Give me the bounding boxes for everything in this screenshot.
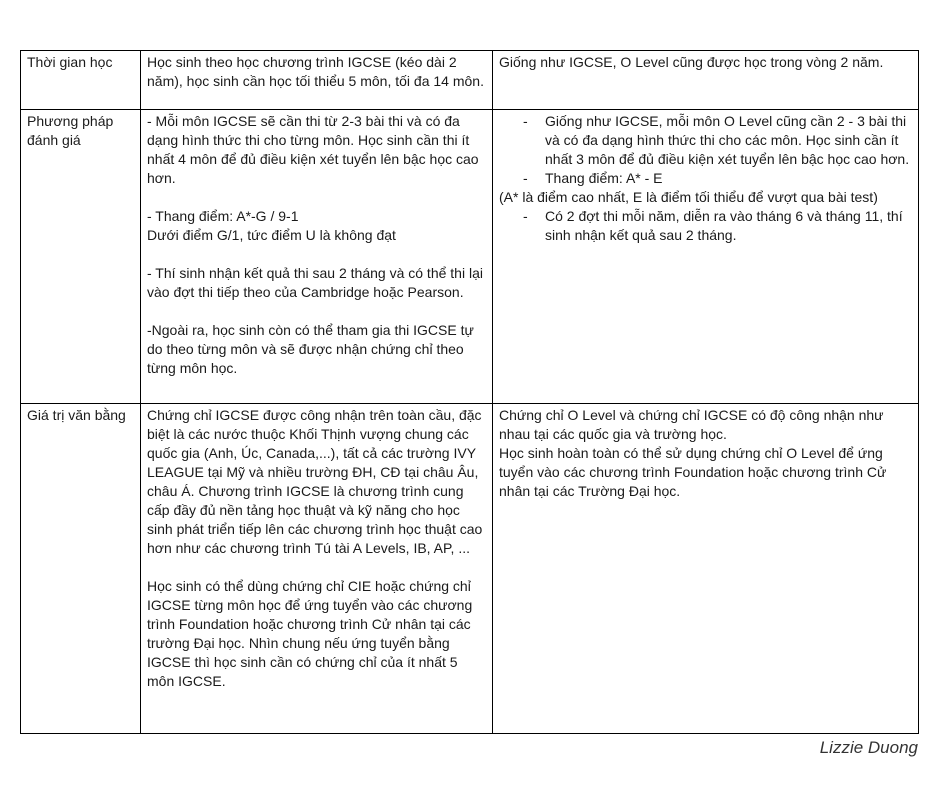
olevel-study-time-text: Giống như IGCSE, O Level cũng được học trong vòng 2 năm.: [499, 54, 884, 70]
table-row: [21, 404, 919, 734]
row-label-study-time: Thời gian học: [21, 51, 141, 110]
table-row: [21, 110, 919, 404]
igcse-study-time-cell: [141, 51, 493, 110]
olevel-study-time-cell: [493, 51, 919, 110]
olevel-value-cell: [493, 404, 919, 734]
comparison-table: [20, 50, 919, 734]
table-row: [21, 51, 919, 110]
row-label-assessment: Phương pháp đánh giá: [21, 110, 141, 404]
olevel-list-item: - Giống như IGCSE, mỗi môn O Level cũng cần 2 - 3 bài thi và có đa dạng hình thức thi cho các môn. Học sinh cần ít nhất 3 môn để đủ điều kiện xét tuyển lên bậc học cao hơn.: [523, 113, 910, 167]
igcse-study-time-text: Học sinh theo học chương trình IGCSE (kéo dài 2 năm), học sinh cần học tối thiểu 5 môn, tối đa 14 môn.: [147, 54, 484, 89]
igcse-grade-scale: - Thang điểm: A*-G / 9-1: [147, 208, 299, 224]
olevel-assessment-cell: [493, 110, 919, 404]
igcse-assessment-exams: - Mỗi môn IGCSE sẽ cần thi từ 2-3 bài thi và có đa dạng hình thức thi cho từng môn. Học sinh cần thi ít nhất 4 môn để đủ điều kiện xét tuyển lên bậc học cao hơn.: [147, 113, 479, 186]
igcse-assessment-cell: [141, 110, 493, 404]
olevel-application-text: Học sinh hoàn toàn có thể sử dụng chứng chỉ O Level để ứng tuyển vào các chương trình Foundation hoặc chương trình Cử nhân tại các Trường Đại học.: [499, 445, 887, 499]
olevel-recognition-text: Chứng chỉ O Level và chứng chỉ IGCSE có độ công nhận như nhau tại các quốc gia và trường học.: [499, 407, 884, 442]
olevel-grade-note: (A* là điểm cao nhất, E là điểm tối thiểu để vượt qua bài test): [499, 189, 878, 205]
igcse-results-timing: - Thí sinh nhận kết quả thi sau 2 tháng và có thể thi lại vào đợt thi tiếp theo của Cambridge hoặc Pearson.: [147, 265, 483, 300]
olevel-list-item: - Thang điểm: A* - E: [523, 170, 663, 186]
olevel-list-item: - Có 2 đợt thi mỗi năm, diễn ra vào tháng 6 và tháng 11, thí sinh nhận kết quả sau 2 tháng.: [523, 208, 903, 243]
igcse-private-candidate: -Ngoài ra, học sinh còn có thể tham gia thi IGCSE tự do theo từng môn và sẽ được nhận chứng chỉ theo từng môn học.: [147, 322, 474, 376]
author-signature: Lizzie Duong: [819, 738, 918, 757]
row-label-certificate-value: Giá trị văn bằng: [21, 404, 141, 734]
igcse-application-text: Học sinh có thể dùng chứng chỉ CIE hoặc chứng chỉ IGCSE từng môn học để ứng tuyển vào các chương trình Foundation hoặc chương trình Cử nhân tại các trường Đại học. Nhìn chung nếu ứng tuyển bằng IGCSE thì học sinh cần có chứng chỉ của ít nhất 5 môn IGCSE.: [147, 578, 473, 689]
igcse-fail-note: Dưới điểm G/1, tức điểm U là không đạt: [147, 227, 396, 243]
igcse-value-cell: [141, 404, 493, 734]
igcse-recognition-text: Chứng chỉ IGCSE được công nhận trên toàn cầu, đặc biệt là các nước thuộc Khối Thịnh vượng chung các quốc gia (Anh, Úc, Canada,...), tất cả các trường IVY LEAGUE tại Mỹ và nhiều trường ĐH, CĐ tại châu Âu, châu Á. Chương trình IGCSE là chương trình cung cấp đầy đủ nền tảng học thuật và kỹ năng cho học sinh phát triển tiếp lên các chương trình học thuật cao hơn như các chương trình Tú tài A Levels, IB, AP, ...: [147, 407, 483, 556]
